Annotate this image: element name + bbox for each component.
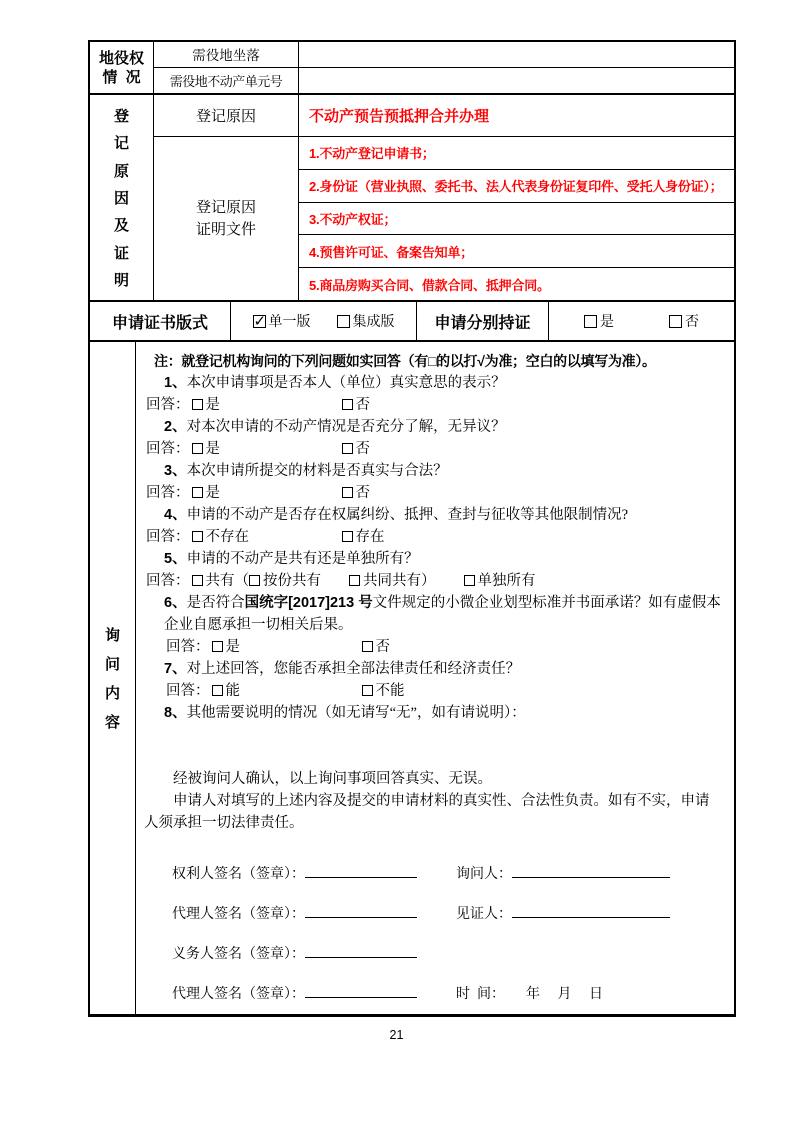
label: 否: [375, 639, 390, 655]
answer-1: [144, 394, 722, 416]
year-label: 年: [526, 987, 540, 1002]
answer-prefix: 回答：: [146, 529, 190, 545]
answer-prefix: 回答：: [166, 639, 210, 655]
registration-reason-body: [154, 95, 734, 300]
question-4: [144, 504, 722, 526]
option-separate-yes-label: 是: [600, 315, 614, 330]
option-separate-no-label: 否: [685, 315, 699, 330]
agent-signature-2-field[interactable]: [305, 983, 417, 998]
answer-6: [144, 636, 722, 658]
answer-5-option-common: [349, 570, 436, 592]
answer-prefix: 回答：: [146, 485, 190, 501]
checkbox-q1-no[interactable]: [342, 399, 353, 410]
v-char: 原: [113, 162, 129, 180]
witness-signature-field[interactable]: [512, 903, 670, 918]
checkbox-q2-yes[interactable]: [192, 443, 203, 454]
witness-label: 见证人：: [456, 907, 512, 922]
separate-certificate-label: 申请分别持证: [417, 302, 549, 340]
question-4-number: 4、: [164, 507, 187, 523]
checkbox-q5-joint[interactable]: [192, 575, 203, 586]
answer-5-option-byshare: [249, 570, 321, 592]
question-1: [144, 372, 722, 394]
question-3: [144, 460, 722, 482]
easement-row-values: [299, 42, 734, 93]
confirmation-line-2: 申请人对填写的上述内容及提交的申请材料的真实性、合法性负责。如有不实，申请人须承担一切法律责任。: [144, 793, 710, 831]
inquiry-note: 注：就登记机构询问的下列问题如实回答（有□的以打√为准；空白的以填写为准）。: [154, 353, 656, 369]
question-5: [144, 548, 722, 570]
day-label: 日: [589, 987, 603, 1002]
checkbox-q3-yes[interactable]: [192, 487, 203, 498]
question-4-text: 申请的不动产是否存在权属纠纷、抵押、查封与征收等其他限制情况?: [186, 507, 629, 523]
reason-label: 登记原因: [154, 95, 299, 136]
docs-label-line1: 登记原因: [195, 199, 256, 216]
certificate-format-options: [231, 302, 417, 340]
answer-5-option-sole: [464, 570, 536, 592]
question-3-number: 3、: [164, 463, 187, 479]
option-single-version-label: 单一版: [268, 315, 311, 330]
easement-label-line2: 情 况: [102, 68, 141, 86]
easement-section: [90, 42, 734, 95]
servient-location-label: 需役地坐落: [154, 42, 298, 68]
doc-item-3: 3.不动产权证；: [299, 203, 734, 236]
doc-item-1: 1.不动产登记申请书；: [299, 137, 734, 170]
question-8: [144, 702, 722, 724]
checkbox-single-version[interactable]: [253, 315, 266, 328]
answer-2-option-yes: [192, 438, 342, 460]
label: 单独所有: [477, 573, 536, 589]
question-5-text: 申请的不动产是共有还是单独所有？: [186, 551, 419, 567]
option-separate-no: [669, 311, 699, 331]
month-label: 月: [557, 987, 572, 1002]
answer-1-option-no: [342, 394, 371, 416]
option-single-version: [253, 311, 311, 331]
obligor-signature-label: 义务人签名（签章）：: [172, 947, 305, 962]
proof-documents-list: [299, 137, 734, 300]
label: 否: [355, 485, 370, 501]
question-7-number: 7、: [164, 661, 187, 677]
inquiry-content: [136, 342, 734, 1014]
question-2-number: 2、: [164, 419, 187, 435]
v-char: 因: [113, 189, 129, 207]
certificate-format-label: 申请证书版式: [90, 302, 231, 340]
proof-documents-row: [154, 137, 734, 300]
rights-holder-signature-field[interactable]: [305, 863, 417, 878]
answer-4-option-notexist: [192, 526, 342, 548]
v-char: 及: [113, 217, 129, 235]
obligor-signature-field[interactable]: [305, 943, 417, 958]
page-number: 21: [389, 1028, 404, 1042]
label: 是: [205, 397, 220, 413]
label: 能: [225, 683, 240, 699]
agent-signature-2-label: 代理人签名（签章）：: [172, 987, 305, 1002]
registration-reason-section: [90, 95, 734, 302]
label: 是: [205, 485, 220, 501]
checkbox-separate-yes[interactable]: [584, 315, 597, 328]
blank-space: [144, 724, 722, 768]
question-2-text: 对本次申请的不动产情况是否充分了解，无异议？: [186, 419, 506, 435]
question-7: [144, 658, 722, 680]
v-char: 明: [113, 271, 129, 289]
label: 共有（: [205, 573, 249, 589]
signature-row-1: [144, 862, 722, 886]
confirmation-line-1: 经被询问人确认，以上询问事项回答真实、无误。: [173, 771, 492, 787]
checkbox-q5-common[interactable]: [349, 575, 360, 586]
v-char: 内: [104, 685, 120, 702]
answer-prefix: 回答：: [166, 683, 210, 699]
answer-2-option-no: [342, 438, 371, 460]
agent-signature-1: [144, 903, 456, 926]
docs-label-line2: 证明文件: [195, 221, 256, 238]
answer-3: [144, 482, 722, 504]
checkbox-q5-sole[interactable]: [464, 575, 475, 586]
inquirer-signature-field[interactable]: [512, 863, 670, 878]
separate-certificate-options: [549, 302, 734, 340]
checkbox-q2-no[interactable]: [342, 443, 353, 454]
question-6-number: 6、: [164, 595, 187, 611]
question-8-number: 8、: [164, 705, 187, 721]
v-char: 问: [104, 656, 120, 673]
question-2: [144, 416, 722, 438]
answer-6-option-no: [362, 636, 391, 658]
registration-section-label: [90, 95, 154, 300]
label: 是: [225, 639, 240, 655]
checkbox-q6-no[interactable]: [362, 641, 373, 652]
signature-row-2: [144, 902, 722, 926]
question-5-number: 5、: [164, 551, 187, 567]
servient-location-value: [299, 42, 734, 68]
inquirer-signature: [456, 863, 670, 886]
answer-prefix: 回答：: [146, 441, 190, 457]
label: 是: [205, 441, 220, 457]
question-1-text: 本次申请事项是否本人（单位）真实意思的表示？: [186, 375, 506, 391]
inquiry-section-label: [90, 342, 136, 1014]
answer-5-option-joint: [192, 570, 250, 592]
answer-4-option-exist: [342, 526, 385, 548]
label: 按份共有: [263, 573, 321, 589]
agent-signature-2: [144, 983, 456, 1006]
rights-holder-signature-label: 权利人签名（签章）：: [172, 867, 305, 882]
checkbox-q3-no[interactable]: [342, 487, 353, 498]
checkbox-separate-no[interactable]: [669, 315, 682, 328]
reason-value: 不动产预告预抵押合并办理: [309, 108, 490, 125]
label: 不存在: [205, 529, 249, 545]
option-integrated-version: [337, 311, 395, 331]
answer-prefix: 回答：: [146, 573, 190, 589]
answer-3-option-no: [342, 482, 371, 504]
certificate-format-section: [90, 302, 734, 342]
inquirer-label: 询问人：: [456, 867, 512, 882]
agent-signature-field[interactable]: [305, 903, 417, 918]
obligor-signature: [144, 943, 456, 966]
doc-item-5: 5.商品房购买合同、借款合同、抵押合同。: [309, 277, 550, 293]
question-8-text: 其他需要说明的情况（如无请写“无”，如有请说明）：: [186, 705, 526, 721]
servient-unit-number-label: 需役地不动产单元号: [169, 73, 283, 89]
answer-1-option-yes: [192, 394, 342, 416]
checkbox-q5-byshare[interactable]: [249, 575, 260, 586]
v-char: 登: [113, 108, 129, 125]
label: 否: [355, 441, 370, 457]
signature-block: [144, 862, 722, 1006]
question-7-text: 对上述回答，您能否承担全部法律责任和经济责任？: [186, 661, 521, 677]
reason-row: [154, 95, 734, 137]
doc-item-2: 2.身份证（营业执照、委托书、法人代表身份证复印件、受托人身份证）；: [299, 170, 734, 203]
question-3-text: 本次申请所提交的材料是否真实与合法？: [186, 463, 448, 479]
easement-row-labels: [154, 42, 299, 93]
label: 否: [355, 397, 370, 413]
v-char: 证: [113, 244, 129, 262]
answer-6-option-yes: [212, 636, 362, 658]
rights-holder-signature: [144, 863, 456, 886]
checkbox-q4-exist[interactable]: [342, 531, 353, 542]
option-integrated-version-label: 集成版: [352, 315, 395, 330]
witness-signature: [456, 903, 670, 926]
application-form-table: [88, 40, 736, 1017]
v-char: 记: [113, 135, 129, 153]
easement-label-line1: 地役权: [98, 49, 144, 67]
question-6-text-pre: 是否符合: [186, 595, 245, 611]
checkbox-integrated-version[interactable]: [337, 315, 350, 328]
v-char: 容: [104, 714, 120, 731]
checkbox-q7-can[interactable]: [212, 685, 223, 696]
question-6-text-post: 文件规定的小微企业划型标准并书面承诺？如有虚假本企业自愿承担一切相关后果。: [164, 595, 721, 633]
answer-2: [144, 438, 722, 460]
answer-prefix: 回答：: [146, 397, 190, 413]
doc-item-4: 4.预售许可证、备案告知单；: [299, 235, 734, 268]
question-6-text-bold: 国统字[2017]213 号: [244, 595, 373, 611]
signature-row-4: [144, 982, 722, 1006]
answer-7-option-can: [212, 680, 362, 702]
answer-7: [144, 680, 722, 702]
label: 不能: [375, 683, 405, 699]
inquiry-section: [90, 342, 734, 1014]
easement-section-label: [90, 42, 154, 93]
label: 共同共有）: [363, 573, 436, 589]
question-6: [144, 592, 722, 636]
servient-unit-number-value: [299, 68, 734, 93]
checkbox-q7-cannot[interactable]: [362, 685, 373, 696]
answer-5: [144, 570, 722, 592]
answer-3-option-yes: [192, 482, 342, 504]
checkbox-q1-yes[interactable]: [192, 399, 203, 410]
answer-7-option-cannot: [362, 680, 405, 702]
question-1-number: 1、: [164, 375, 187, 391]
checkbox-q4-notexist[interactable]: [192, 531, 203, 542]
v-char: 询: [104, 627, 120, 644]
answer-4: [144, 526, 722, 548]
option-separate-yes: [584, 311, 614, 331]
time-label: 时 间：: [456, 987, 505, 1002]
signature-row-3: [144, 942, 722, 966]
agent-signature-label: 代理人签名（签章）：: [172, 907, 305, 922]
proof-documents-label: [154, 137, 299, 300]
checkbox-q6-yes[interactable]: [212, 641, 223, 652]
date-line: [456, 984, 603, 1006]
label: 存在: [355, 529, 385, 545]
